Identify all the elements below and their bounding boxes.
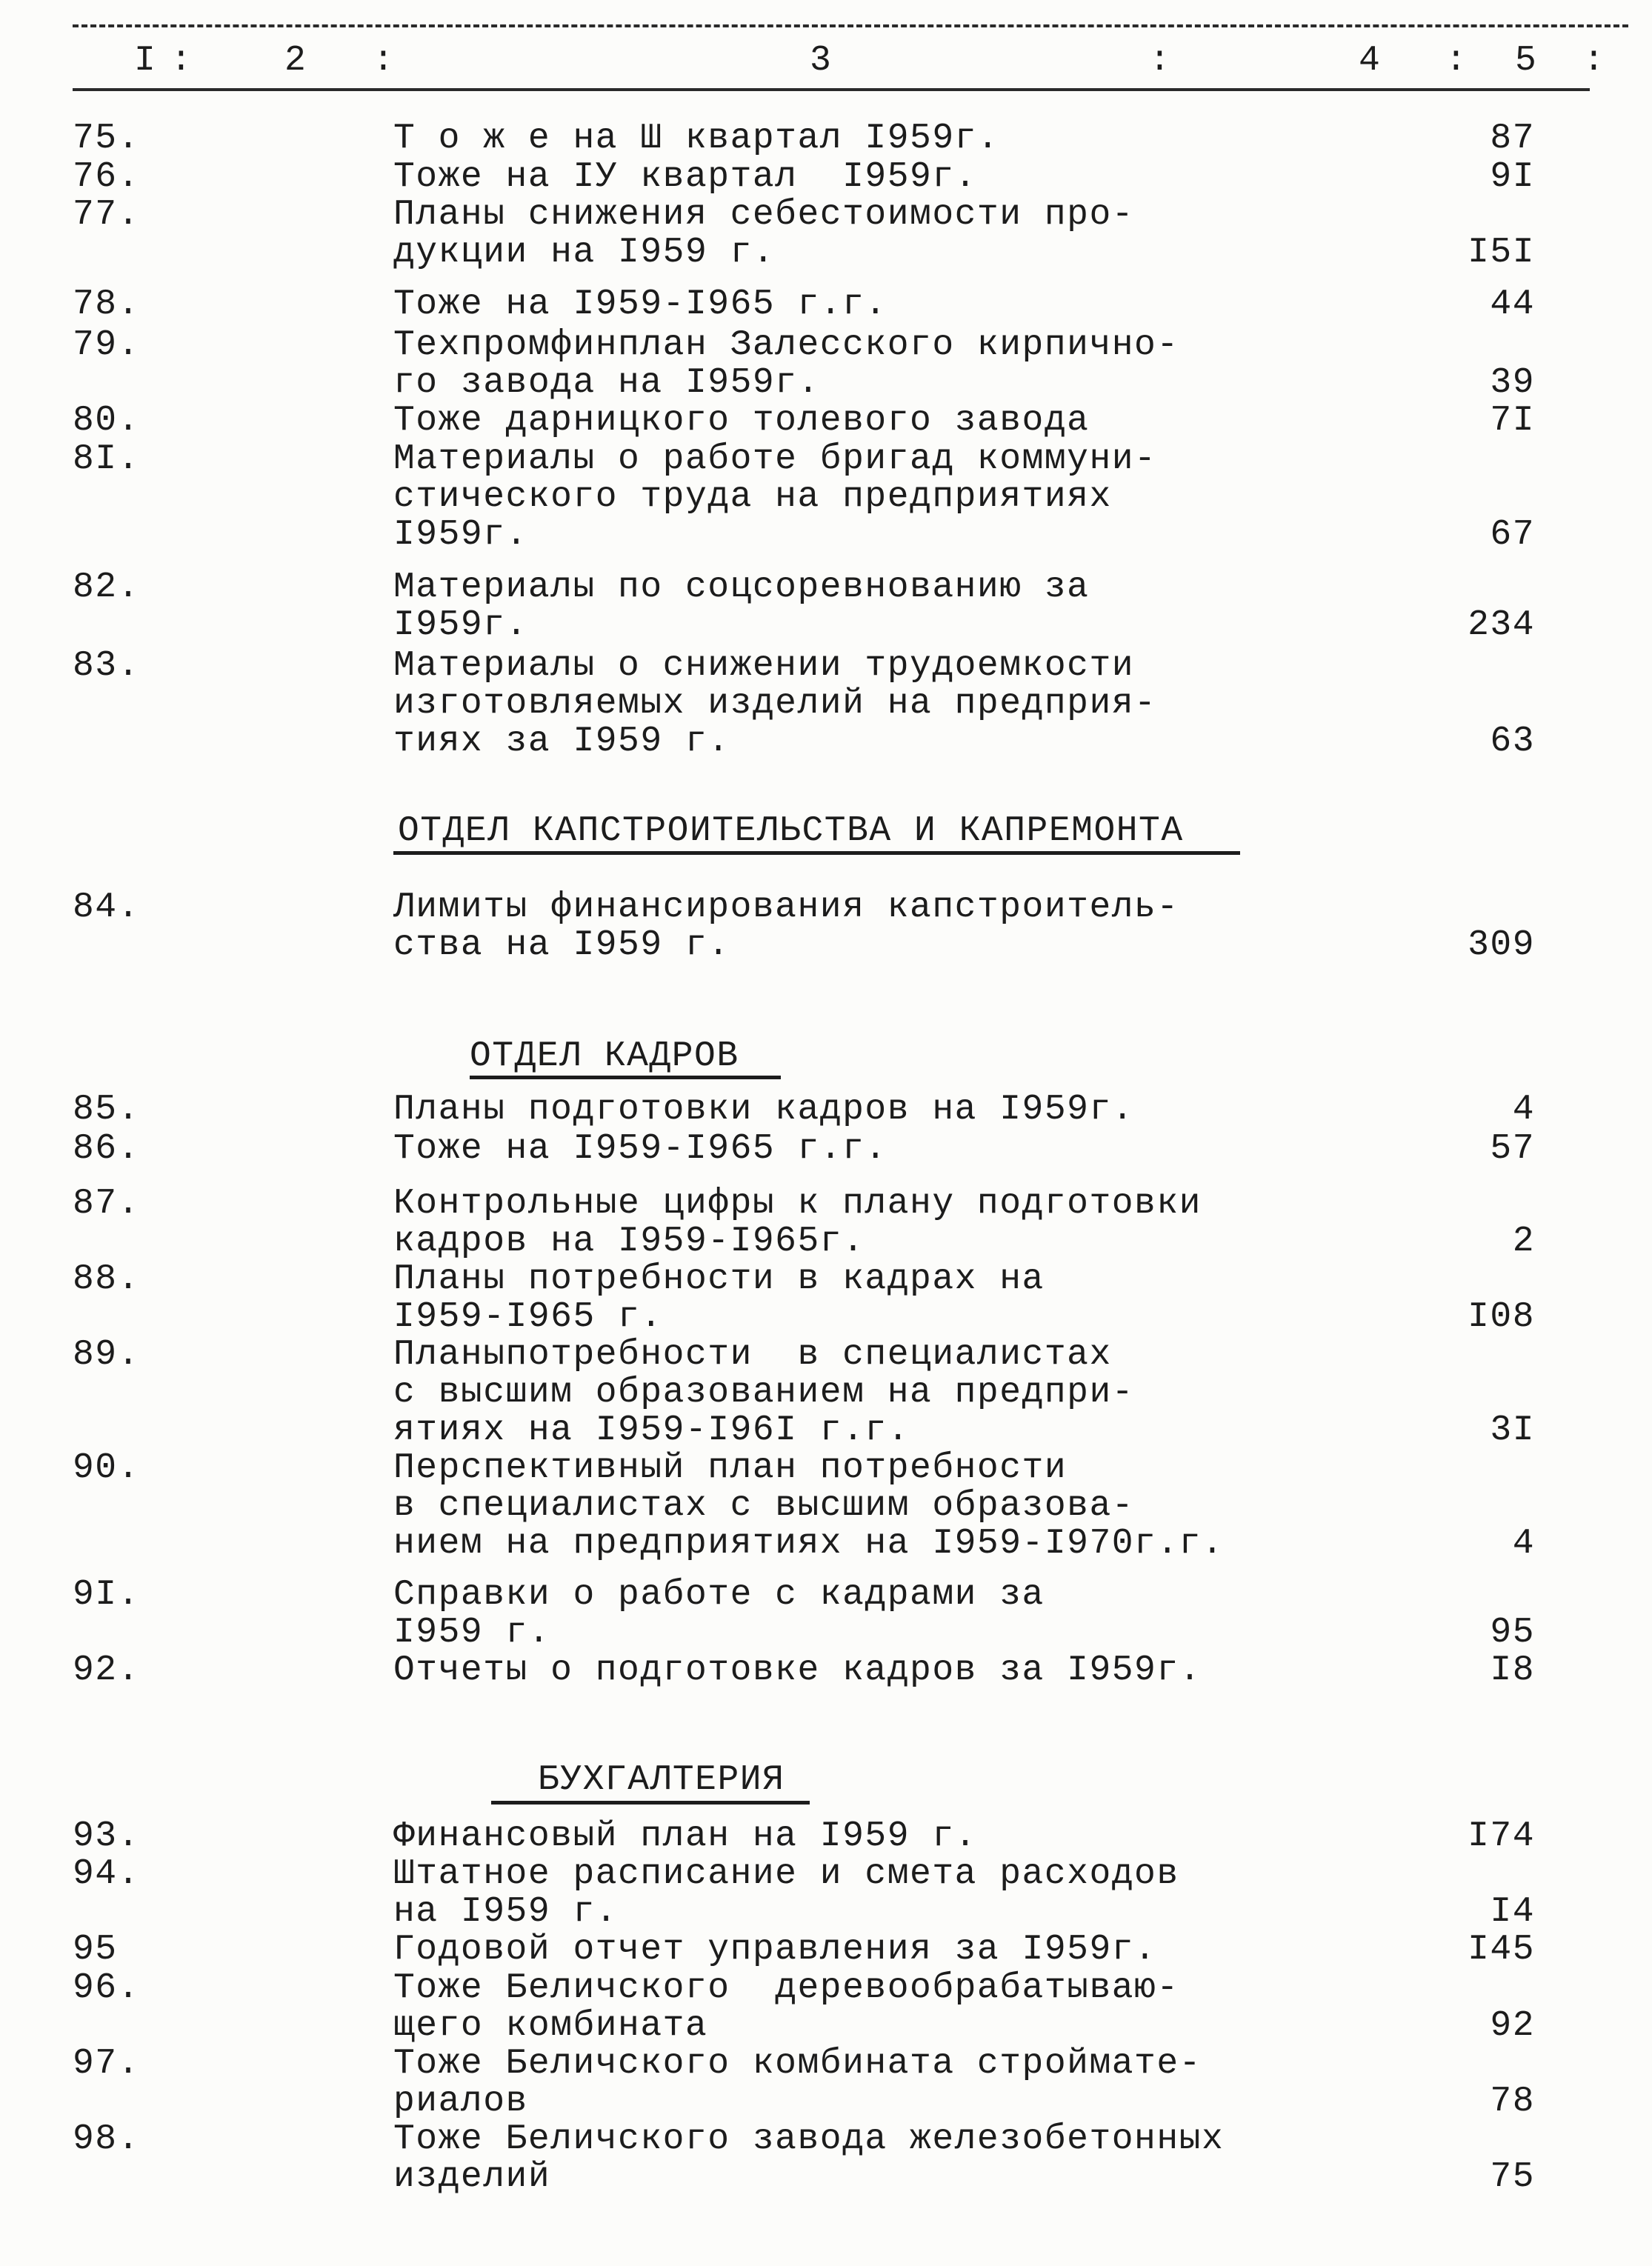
entry-number: 76. [73,157,140,197]
entry-title [393,159,1387,196]
inventory-entry [73,1261,1535,1336]
entry-number: 77. [73,195,140,235]
entry-title-line: кадров на I959-I965г. [393,1222,865,1262]
entry-title-line: изделий [393,2157,551,2197]
section-heading-accounting: БУХГАЛТЕРИЯ [538,1760,785,1800]
column-header-5: 5 [1515,41,1536,81]
inventory-entry [73,569,1535,644]
entry-title [393,1576,1387,1652]
entry-title-line: дукции на I959 г. [393,233,776,273]
entry-number: 95 [73,1930,118,1970]
entry-title [393,1091,1387,1129]
entry-title-line: Тоже на IУ квартал I959г. [393,157,977,197]
entry-title-line: I959 г. [393,1613,551,1653]
entry-title [393,1261,1387,1336]
entry-title-line: Планы снижения себестоимости про- [393,195,1135,235]
entry-title-line: I959г. [393,605,528,645]
entry-title [393,1818,1387,1856]
inventory-entry [73,402,1535,440]
entry-number: 88. [73,1259,140,1299]
section-underline [393,851,1240,855]
entry-title-line: ства на I959 г. [393,925,730,965]
entry-title-line: с высшим образованием на предпри- [393,1373,1135,1413]
inventory-entry [73,159,1535,196]
entry-title-line: Лимиты финансирования капстроитель- [393,887,1179,927]
entry-sheet-count: 234 [1468,605,1535,645]
entry-title-line: Справки о работе с кадрами за [393,1575,1045,1615]
entry-title [393,196,1387,272]
entry-title [393,327,1387,402]
entry-title-line: в специалистах с высшим образова- [393,1486,1135,1526]
entry-title-line: риалов [393,2082,528,2122]
entry-sheet-count: 63 [1490,722,1535,762]
entry-title-line: стического труда на предприятиях [393,477,1112,517]
entry-title-line: Тоже дарницкого толевого завода [393,401,1090,441]
entry-sheet-count: 44 [1490,284,1535,324]
entry-title [393,1856,1387,1931]
entry-number: 83. [73,646,140,686]
inventory-entry [73,2121,1535,2196]
entry-title-line: Отчеты о подготовке кадров за I959г. [393,1650,1202,1690]
entry-title [393,1336,1387,1450]
entry-title [393,441,1387,554]
entry-sheet-count: 57 [1490,1129,1535,1169]
entry-number: 98. [73,2119,140,2159]
entry-title [393,1931,1387,1969]
entry-number: 97. [73,2044,140,2084]
entry-title-line: Годовой отчет управления за I959г. [393,1930,1157,1970]
entry-sheet-count: I74 [1468,1816,1535,1856]
entry-title [393,1970,1387,2045]
section-heading-capital-construction: ОТДЕЛ КАПСТРОИТЕЛЬСТВА И КАПРЕМОНТА [398,811,1184,851]
entry-title-line: тиях за I959 г. [393,722,730,762]
entry-title-line: Материалы о снижении трудоемкости [393,646,1135,686]
column-header-1: I [134,41,156,81]
entry-number: 87. [73,1184,140,1224]
column-separator: : [1149,41,1170,81]
inventory-entry [73,1652,1535,1690]
entry-title-line: Планы потребности в кадрах на [393,1259,1045,1299]
entry-title-line: Планыпотребности в специалистах [393,1335,1112,1375]
entry-number: 8I. [73,439,140,479]
inventory-entry [73,1970,1535,2045]
inventory-entry [73,1336,1535,1450]
entry-sheet-count: I45 [1468,1930,1535,1970]
entry-sheet-count: 87 [1490,119,1535,159]
entry-title-line: Тоже Беличского деревообрабатываю- [393,1968,1179,2008]
entry-title-line: Штатное расписание и смета расходов [393,1854,1179,1894]
entry-title-line: Т о ж е на Ш квартал I959г. [393,119,1000,159]
entry-sheet-count: 39 [1490,363,1535,403]
section-underline [491,1801,810,1805]
entry-sheet-count: 4 [1512,1524,1535,1564]
entry-sheet-count: 75 [1490,2157,1535,2197]
header-rule [73,88,1590,91]
column-separator: : [1583,41,1605,81]
entry-sheet-count: 309 [1468,925,1535,965]
entry-number: 78. [73,284,140,324]
inventory-entry [73,1450,1535,1563]
column-separator: : [170,41,192,81]
entry-title-line: Тоже на I959-I965 г.г. [393,284,887,324]
entry-title-line: нием на предприятиях на I959-I970г.г. [393,1524,1225,1564]
entry-title [393,1450,1387,1563]
inventory-entry [73,1130,1535,1168]
entry-title-line: Перспективный план потребности [393,1448,1068,1488]
inventory-entry [73,1185,1535,1261]
entry-title [393,286,1387,324]
entry-number: 86. [73,1129,140,1169]
entry-title-line: Тоже на I959-I965 г.г. [393,1129,887,1169]
inventory-entry [73,1818,1535,1856]
entry-title-line: Тоже Беличского завода железобетонных [393,2119,1225,2159]
inventory-entry [73,889,1535,964]
inventory-entry [73,1931,1535,1969]
entry-number: 79. [73,325,140,365]
entry-title-line: Материалы по соцсоревнованию за [393,567,1090,607]
inventory-entry [73,327,1535,402]
entry-title-line: изготовляемых изделий на предприя- [393,684,1157,724]
entry-title-line: Материалы о работе бригад коммуни- [393,439,1157,479]
inventory-entry [73,1576,1535,1652]
entry-sheet-count: 9I [1490,157,1535,197]
entry-sheet-count: 95 [1490,1613,1535,1653]
entry-title-line: Финансовый план на I959 г. [393,1816,977,1856]
entry-title-line: щего комбината [393,2006,708,2046]
entry-sheet-count: 3I [1490,1410,1535,1450]
entry-number: 93. [73,1816,140,1856]
entry-sheet-count: 92 [1490,2006,1535,2046]
entry-number: 89. [73,1335,140,1375]
inventory-entry [73,120,1535,158]
column-separator: : [1445,41,1467,81]
entry-title-line: I959г. [393,515,528,555]
inventory-entry [73,647,1535,761]
inventory-entry [73,286,1535,324]
column-header-3: 3 [810,41,831,81]
entry-number: 9I. [73,1575,140,1615]
entry-title [393,1185,1387,1261]
entry-sheet-count: 2 [1512,1222,1535,1262]
entry-sheet-count: 78 [1490,2082,1535,2122]
entry-sheet-count: 67 [1490,515,1535,555]
entry-sheet-count: 7I [1490,401,1535,441]
entry-number: 96. [73,1968,140,2008]
column-header-2: 2 [284,41,306,81]
entry-sheet-count: 4 [1512,1090,1535,1130]
entry-title [393,1652,1387,1690]
entry-title-line: на I959 г. [393,1892,619,1932]
entry-title-line: Планы подготовки кадров на I959г. [393,1090,1135,1130]
entry-title-line: I959-I965 г. [393,1297,663,1337]
entry-number: 92. [73,1650,140,1690]
entry-sheet-count: I5I [1468,233,1535,273]
section-heading-personnel: ОТДЕЛ КАДРОВ [470,1036,739,1076]
entry-number: 85. [73,1090,140,1130]
column-separator: : [373,41,394,81]
entry-sheet-count: I4 [1490,1892,1535,1932]
inventory-entry [73,441,1535,554]
entry-number: 82. [73,567,140,607]
entry-number: 94. [73,1854,140,1894]
entry-title [393,1130,1387,1168]
entry-title [393,569,1387,644]
entry-title-line: ятиях на I959-I96I г.г. [393,1410,910,1450]
top-dashed-rule [73,24,1628,27]
inventory-entry [73,1856,1535,1931]
entry-title-line: го завода на I959г. [393,363,820,403]
section-underline [470,1076,781,1079]
inventory-entry [73,1091,1535,1129]
entry-title [393,2121,1387,2196]
entry-number: 90. [73,1448,140,1488]
entry-number: 80. [73,401,140,441]
entry-title-line: Контрольные цифры к плану подготовки [393,1184,1202,1224]
entry-sheet-count: I08 [1468,1297,1535,1337]
entry-number: 84. [73,887,140,927]
entry-title [393,2045,1387,2121]
column-header-4: 4 [1359,41,1380,81]
inventory-entry [73,2045,1535,2121]
entry-title [393,402,1387,440]
entry-title [393,120,1387,158]
inventory-entry [73,196,1535,272]
entry-title [393,889,1387,964]
entry-title [393,647,1387,761]
entry-number: 75. [73,119,140,159]
entry-title-line: Техпромфинплан Залесского кирпично- [393,325,1179,365]
entry-sheet-count: I8 [1490,1650,1535,1690]
entry-title-line: Тоже Беличского комбината строймате- [393,2044,1202,2084]
